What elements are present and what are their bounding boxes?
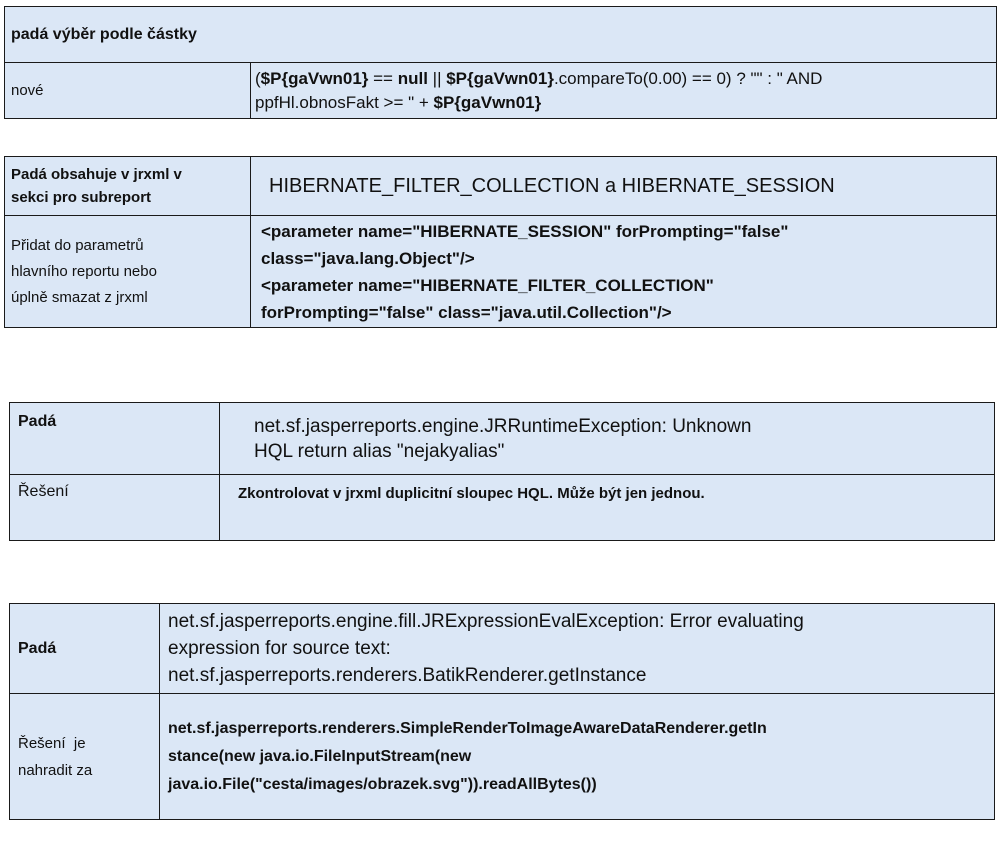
table4-label: Padá [10,604,160,694]
table2-code: <parameter name="HIBERNATE_SESSION" forPrompting="false" class="java.lang.Object"/> <parameter name="HIBERNATE_FILTER_COLLECTION" forPrompting="false" class="java.util.Collection"/> [251,216,997,328]
table1-header: padá výběr podle částky [5,7,997,63]
table3-label: Padá [10,403,220,475]
table2-solution-label: Přidat do parametrů hlavního reportu nebo úplně smazat z jrxml [5,216,251,328]
table-batik-renderer [9,603,995,820]
table2-header: HIBERNATE_FILTER_COLLECTION a HIBERNATE_SESSION [251,157,997,216]
table4-solution-label: Řešení je nahradit za [10,694,160,820]
table3-solution: Zkontrolovat v jrxml duplicitní sloupec HQL. Může být jen jednou. [220,475,995,541]
table2-label: Padá obsahuje v jrxml v sekci pro subreport [5,157,251,216]
table4-exception: net.sf.jasperreports.engine.fill.JRExpressionEvalException: Error evaluating expression for source text: net.sf.jasperreports.renderers.BatikRenderer.getInstance [160,604,995,694]
table1-row-label: nové [5,63,251,119]
table-amount-filter [4,6,997,119]
table1-expression: ($P{gaVwn01} == null || $P{gaVwn01}.compareTo(0.00) == 0) ? "" : " AND ppfHl.obnosFakt >= " + $P{gaVwn01} [251,63,997,119]
table4-code: net.sf.jasperreports.renderers.SimpleRenderToImageAwareDataRenderer.getIn stance(new java.io.FileInputStream(new java.io.File("cesta/images/obrazek.svg")).readAllBytes()) [160,694,995,820]
table-hibernate-params [4,156,997,328]
table3-solution-label: Řešení [10,475,220,541]
table3-exception: net.sf.jasperreports.engine.JRRuntimeException: Unknown HQL return alias "nejakyalias" [220,403,995,475]
table-hql-alias [9,402,995,541]
